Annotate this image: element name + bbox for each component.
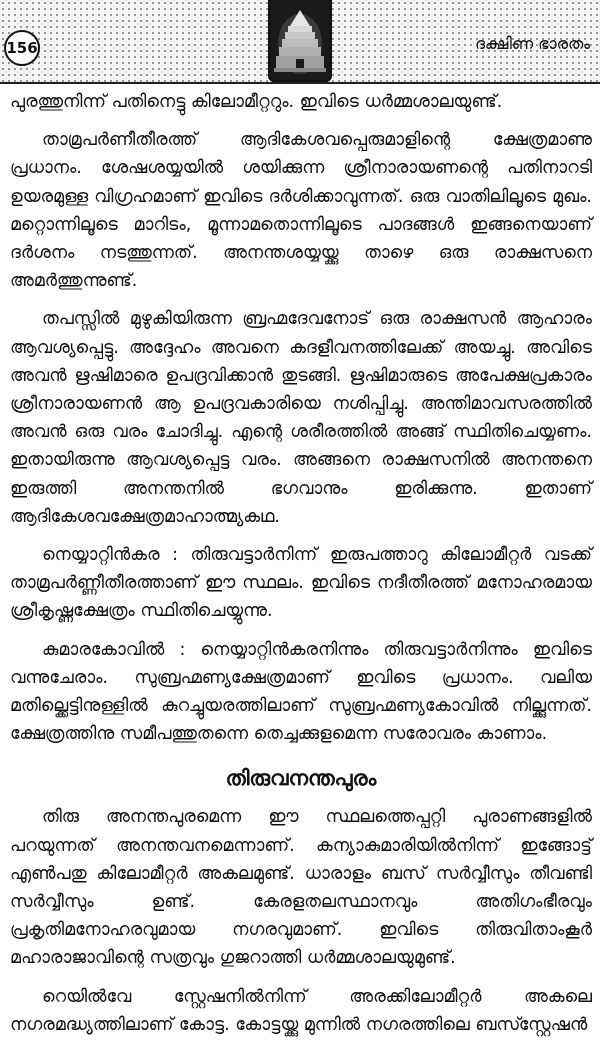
paragraph: തപസ്സിൽ മുഴുകിയിരുന്ന ബ്രഹ്മദേവനോട് ഒരു രാക്ഷസൻ ആഹാരം ആവശ്യപ്പെട്ടു. അദ്ദേഹം അവനെ കദളീവനത്തിലേക്ക് അയച്ചു. അവിടെ അവൻ ഋഷിമാരെ ഉപദ്രവിക്കാൻ തുടങ്ങി. ഋഷിമാരുടെ അപേക്ഷപ്രകാരം ശ്രീനാരായണൻ ആ ഉപദ്രവകാരിയെ നശിപ്പിച്ചു. അന്തിമാവസരത്തിൽ അവൻ ഒരു വരം ചോദിച്ചു. എന്റെ ശരീരത്തിൽ അങ്ങ് സ്ഥിതിചെയ്യണം. ഇതായിരുന്നു ആവശ്യപ്പെട്ട വരം. അങ്ങനെ രാക്ഷസനിൽ അനന്തനെ ഇരുത്തി അനന്തനിൽ ഭഗവാനും ഇരിക്കുന്നു. ഇതാണ് ആദികേശവക്ഷേത്രമാഹാത്മ്യകഥ. bbox=[10, 309, 592, 527]
temple-gopuram-icon bbox=[268, 0, 332, 82]
paragraph: റെയിൽവേ സ്റ്റേഷനിൽനിന്ന് അരക്കിലോമീറ്റർ അകലെ നഗരമദ്ധ്യത്തിലാണ് കോട്ട. കോട്ടയ്ക്കു മുന്നിൽ നഗരത്തിലെ ബസ്സ്റ്റേഷൻ bbox=[10, 986, 592, 1035]
temple-gopuram-graphic bbox=[270, 0, 330, 80]
paragraph: കുമാരകോവിൽ : നെയ്യാറ്റിൻകരനിന്നും തിരുവട്ടാർനിന്നും ഇവിടെ വന്നുചേരാം. സുബ്രഹ്മണ്യക്ഷേത്രമാണ് ഇവിടെ പ്രധാനം. വലിയ മതില്ക്കെട്ടിനുള്ളിൽ കുറച്ചുയരത്തിലാണ് സുബ്രഹ്മണ്യകോവിൽ നില്ക്കുന്നത്. ക്ഷേത്രത്തിനു സമീപത്തുതന്നെ തെച്ചക്കുളമെന്ന സരോവരം കാണാം. bbox=[10, 639, 592, 745]
paragraph: തിരു അനന്തപുരമെന്ന ഈ സ്ഥലത്തെപ്പറ്റി പുരാണങ്ങളിൽ പറയുന്നത് അനന്തവനമെന്നാണ്. കന്യാകുമാരിയിൽനിന്ന് ഇങ്ങോട്ട് എൺപതു കിലോമീറ്റർ അകലമുണ്ട്. ധാരാളം ബസ് സർവ്വീസും തീവണ്ടി സർവ്വീസും ഉണ്ട്. കേരളതലസ്ഥാനവും അതിഗംഭീരവും പ്രകൃതിമനോഹരവുമായ നഗരവുമാണ്. ഇവിടെ തിരുവിതാംകൂർ മഹാരാജാവിന്റെ സത്രവും ഗുജറാത്തി ധർമ്മശാലയുമുണ്ട്. bbox=[10, 807, 592, 969]
running-title: ദക്ഷിണ ഭാരതം bbox=[475, 34, 590, 53]
paragraph: പുരത്തുനിന്ന് പതിനെട്ടു കിലോമീറ്ററും. ഇവിടെ ധർമ്മശാലയുണ്ട്. bbox=[10, 92, 503, 112]
page-header bbox=[0, 0, 600, 84]
section-heading: തിരുവനന്തപുരം bbox=[225, 766, 377, 791]
paragraph: നെയ്യാറ്റിൻകര : തിരുവട്ടാർനിന്ന് ഇരുപത്താറു കിലോമീറ്റർ വടക്ക് താമ്രപർണ്ണീതീരത്താണ് ഈ സ്ഥലം. ഇവിടെ നദീതീരത്ത് മനോഹരമായ ശ്രീകൃഷ്ണക്ഷേത്രം സ്ഥിതിചെയ്യുന്നു. bbox=[10, 545, 592, 622]
page-body bbox=[10, 88, 592, 1049]
paragraph: താമ്രപർണീതീരത്ത് ആദികേശവപ്പെരുമാളിന്റെ ക്ഷേത്രമാണു പ്രധാനം. ശേഷശയ്യയിൽ ശയിക്കുന്ന ശ്രീനാരായണന്റെ പതിനാറടി ഉയരമുള്ള വിഗ്രഹമാണ് ഇവിടെ ദർശിക്കാവുന്നത്. ഒരു വാതിലിലൂടെ മുഖം. മറ്റൊന്നിലൂടെ മാറിടം, മൂന്നാമതൊന്നിലൂടെ പാദങ്ങൾ ഇങ്ങനെയാണ് ദർശനം നടത്തുന്നത്. അനന്തശയ്യയ്ക്കു താഴെ ഒരു രാക്ഷസനെ അമർത്തുന്നുണ്ട്. bbox=[10, 130, 592, 292]
page-number: 156 bbox=[4, 30, 40, 66]
